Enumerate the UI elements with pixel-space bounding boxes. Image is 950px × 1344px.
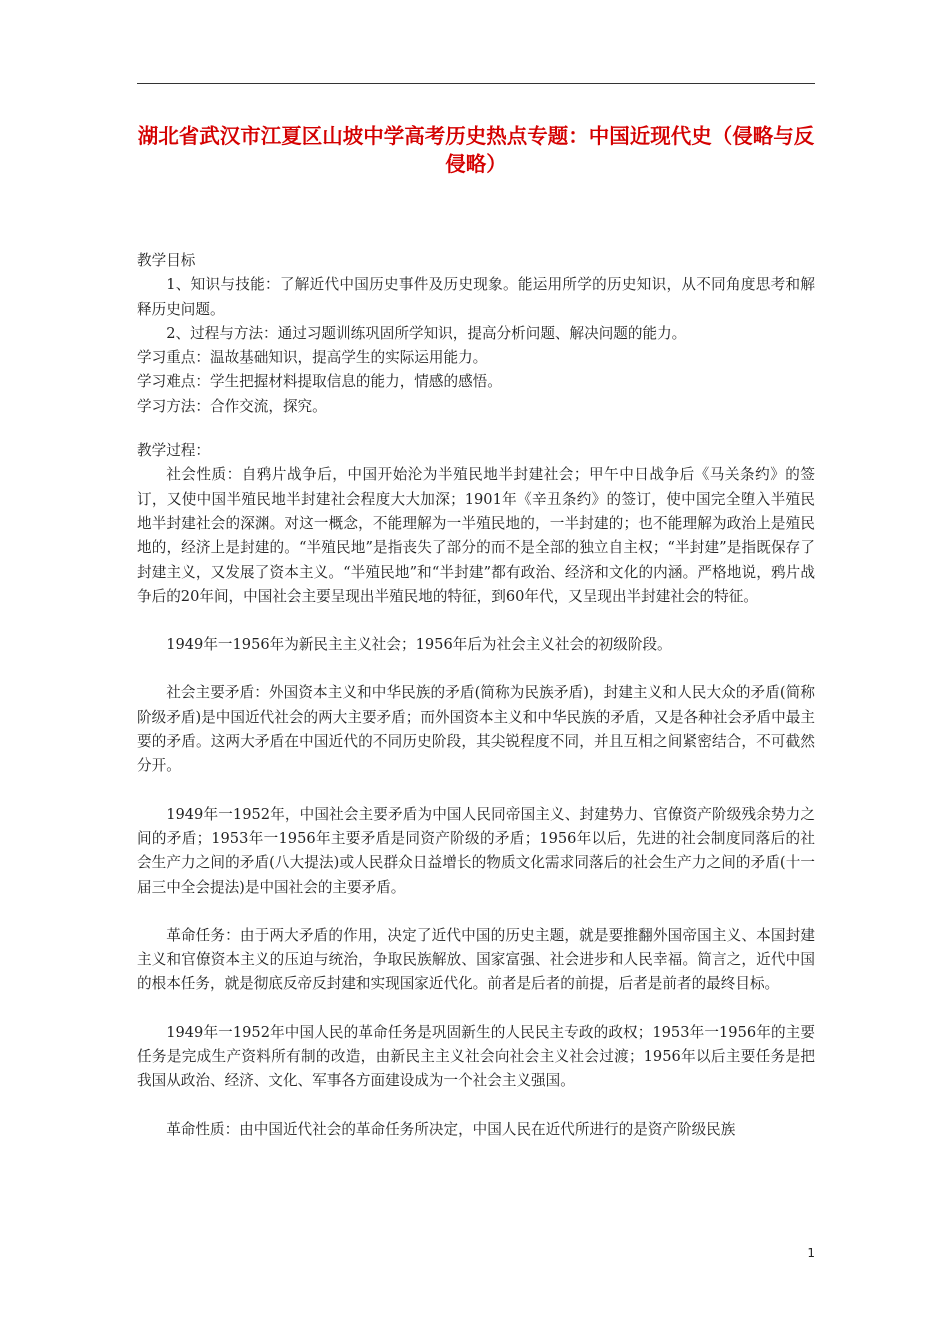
paragraph-social-nature: 社会性质：自鸦片战争后，中国开始沦为半殖民地半封建社会；甲午中日战争后《马关条约》的签订，又使中国半殖民地半封建社会程度大大加深；1901年《辛丑条约》的签订，使中国完全堕入半殖民地半封建社会的深渊。对这一概念，不能理解为一半殖民地的，一半封建的；也不能理解为政治上是殖民地的，经济上是封建的。“半殖民地”是指丧失了部分的而不是全部的独立自主权；“半封建”是指既保存了封建主义，又发展了资本主义。“半殖民地”和“半封建”都有政治、经济和文化的内涵。严格地说，鸦片战争后的20年间，中国社会主要呈现出半殖民地的特征，到60年代，又呈现出半封建社会的特征。 [137, 466, 815, 605]
paragraph-revolution-nature: 革命性质：由中国近代社会的革命任务所决定，中国人民在近代所进行的是资产阶级民族 [166, 1120, 736, 1138]
objective-1: 1、知识与技能：了解近代中国历史事件及历史现象。能运用所学的历史知识，从不同角度思考和解释历史问题。 [137, 276, 815, 318]
paragraph-main-contradiction: 社会主要矛盾：外国资本主义和中华民族的矛盾(简称为民族矛盾)，封建主义和人民大众的矛盾(简称阶级矛盾)是中国近代社会的两大主要矛盾；而外国资本主义和中华民族的矛盾，又是各种社会矛盾中最主要的矛盾。这两大矛盾在中国近代的不同历史阶段，其尖锐程度不同，并且互相之间紧密结合，不可截然分开。 [137, 684, 815, 775]
document-title: 湖北省武汉市江夏区山坡中学高考历史热点专题：中国近现代史（侵略与反侵略） [137, 124, 815, 176]
paragraph-task-timeline: 1949年一1952年中国人民的革命任务是巩固新生的人民民主专政的政权；1953年一1956年的主要任务是完成生产资料所有制的改造，由新民主主义社会向社会主义社会过渡；1956年以后主要任务是把我国从政治、经济、文化、军事各方面建设成为一个社会主义强国。 [137, 1023, 815, 1090]
paragraph-revolution-task: 革命任务：由于两大矛盾的作用，决定了近代中国的历史主题，就是要推翻外国帝国主义、本国封建主义和官僚资本主义的压迫与统治，争取民族解放、国家富强、社会进步和人民幸福。简言之，近代中国的根本任务，就是彻底反帝反封建和实现国家近代化。前者是后者的前提，后者是前者的最终目标。 [137, 926, 815, 993]
paragraph-1949-1956: 1949年一1956年为新民主主义社会；1956年后为社会主义社会的初级阶段。 [166, 636, 672, 654]
objective-2: 2、过程与方法：通过习题训练巩固所学知识，提高分析问题、解决问题的能力。 [166, 324, 687, 342]
learning-method: 学习方法：合作交流，探究。 [137, 397, 327, 415]
section-heading-process: 教学过程： [137, 442, 210, 460]
section-heading-objectives: 教学目标 [137, 252, 196, 269]
header-rule [137, 83, 815, 84]
difficulty: 学习难点：学生把握材料提取信息的能力，情感的感悟。 [137, 373, 502, 391]
key-point: 学习重点：温故基础知识，提高学生的实际运用能力。 [137, 349, 488, 367]
paragraph-contradiction-timeline: 1949年一1952年，中国社会主要矛盾为中国人民同帝国主义、封建势力、官僚资产阶级残余势力之间的矛盾；1953年一1956年主要矛盾是同资产阶级的矛盾；1956年以后，先进的社会制度同落后的社会生产力之间的矛盾(八大提法)或人民群众日益增长的物质文化需求同落后的社会生产力之间的矛盾(十一届三中全会提法)是中国社会的主要矛盾。 [137, 805, 815, 896]
page-number: 1 [807, 1246, 815, 1260]
document-body [137, 249, 815, 1142]
